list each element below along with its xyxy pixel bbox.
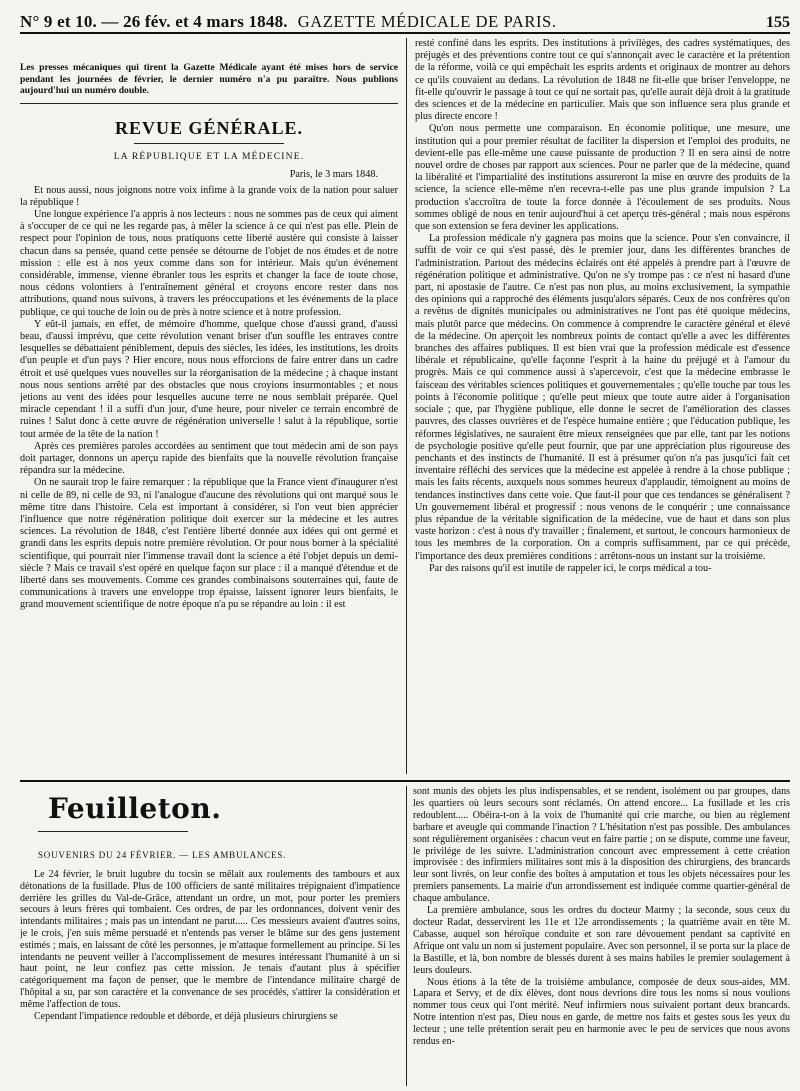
feuilleton-section [20,786,790,1086]
issue-number: N° 9 et 10. — 26 fév. et 4 mars 1848. [20,12,288,31]
paragraph: resté confiné dans les esprits. Des institutions à privilèges, des cadres systématiques, des préjugés et des préventions contre tout ce qui s'annonçait avec le caractère et la prétention de la réforme, voilà ce qui empêchait les esprits ardents et originaux de montrer au dehors ce qu'ils couvaient au dedans. La révolution de 1848 ne fit-elle que briser l'enveloppe, ne fit-elle qu'ouvrir le passage à tout ce qui ne sortait pas, qu'elle aurait déjà droit à la gratitude des sciences et de la médecine en particulier. Mais que son influence sera plus grande et plus directe encore ! [415,38,790,123]
paragraph: Y eût-il jamais, en effet, de mémoire d'homme, quelque chose d'aussi grand, d'aussi beau, d'aussi imprévu, que cette révolution venant briser d'un souffle les entraves contre lesquelles se débattaient péniblement, depuis des siècles, les idées, les institutions, les droits d'un peuple et d'un pays ? Hier encore, nous nous efforcions de faire entrer dans un cadre étroit et usé quelques vues nouvelles sur la réorganisation de la médecine ; à chaque instant nous nous sentions arrêté par des obstacles que nous croyions insurmontables ; et nous jetions au vent des idées pour lesquelles aucune terre ne nous semblait préparée. Quel miracle cependant ! il a suffi d'un jour, d'une heure, pour niveler ce terrain encombré de ruines ! Salut donc à cette œuvre de régénération universelle ! salut à la république, sortie tout armée de la tête de la nation ! [20,318,398,440]
page-header [20,6,790,34]
paragraph: Cependant l'impatience redouble et déborde, et déjà plusieurs chirurgiens se [34,1010,338,1022]
article-subtitle: LA RÉPUBLIQUE ET LA MÉDECINE. [113,151,305,162]
paragraph: On ne saurait trop le faire remarquer : la république que la France vient d'inaugurer n'est ni celle de 89, ni celle de 93, ni l'analogue d'aucune des révolutions qui ont marqué sous le même titre dans l'histoire. Cela est important à considérer, si l'on veut bien apprécier l'influence que notre régénération politique doit exercer sur la médecine et les autres sciences. La révolution de 1848, c'est l'entière liberté donnée aux idées qui ont germé et grandi dans les esprits depuis notre première révolution. Or pour nous borner à la spécialité scientifique, qui pourrait nier l'immense travail dont la science a été l'objet depuis un demi-siècle ? Mais ce travail s'est opéré en quelque façon sur place : il a manqué d'étendue et de liberté dans ses mouvements. Comme ces grandes combinaisons souterraines qui, faute de communications à travers une enveloppe trop épaisse, laissent ignorer leurs bienfaits, le grand mouvement scientifique de notre époque n'a pu se répandre au loin : il est [20,477,398,611]
section-title: REVUE GÉNÉRALE. [114,117,304,138]
feuilleton-left-column [20,786,400,1086]
paragraph: La première ambulance, sous les ordres du docteur Marmy ; la seconde, sous ceux du docteur Radat, desservirent les 11e et 12e arrondissements ; la quatrième avait en tête M. Cabasse, auquel son héroïque conduite et son rare dévouement pendant sa captivité en Afrique ont valu un nom si justement populaire. Avec son personnel, il se porta sur la place de la Bastille, et là, bon nombre de blessés durent à ses mains habiles le premier soulagement à leurs douleurs. [413,905,790,976]
paragraph: Nous étions à la tête de la troisième ambulance, composée de deux sous-aides, MM. Lapara et Servy, et de dix élèves, dont nous devrions dire tous les noms si nous voulions nommer tous ceux qui l'ont mérité. Neuf infirmiers nous suivaient portant deux brancards. Notre intention n'est pas, Dieu nous en garde, de mettre nos faits et gestes sous les yeux du lecteur ; une telle prétention serait peu en harmonie avec le peu de services que nous avons rendus en- [413,976,790,1048]
feuilleton-title: Feuilleton. [48,792,222,825]
paragraph: Qu'on nous permette une comparaison. En économie politique, une mesure, une institution qui a pour premier résultat de faciliter la dispersion et l'emploi des produits, ne devient-elle pas elle-même une cause puissante de production ? Il en sera ainsi de notre nouvel ordre de choses par rapport aux sciences. Pour ne parler que de la médecine, quand la libéralité et l'impartialité des institutions assureront la mise en œuvre des produits de la science, la science elle-même n'en recevra-t-elle pas une plus grande impulsion ? La production s'accroîtra de toute la force donnée à l'écoulement de ses produits. Nous sommes obligé de nous en tenir aujourd'hui à cet aperçu très-général ; mais nous espérons que son extension se fera deviner les applications. [415,123,790,233]
paragraph: sont munis des objets les plus indispensables, et se rendent, isolément ou par groupes, dans les quartiers où leurs secours sont réclamés. On attend encore... La fusillade et les cris redoublent..... Obéira-t-on à la voix de l'humanité qui crie marche, ou bien au règlement barbare et aveugle qui commande l'inaction ? L'hésitation n'est pas possible. Des ambulances sont régulièrement organisées : chacun veut en faire partie ; on se dispute, comme une faveur, le privilége de les suivre. L'administration concourt avec empressement à cette création improvisée : des infirmiers militaires sont mis à la disposition des chirurgiens, des brancards leur sont livrés, on leur confie des boîtes à amputation et tous les objets nécessaires pour les premiers pansements. La mairie d'un arrondissement est indiquée comme quartier-général de chaque ambulance. [413,786,790,905]
column-divider [406,38,407,774]
publication-notice: Les presses mécaniques qui tirent la Gazette Médicale ayant été mises hors de service pendant les journées de février, le dernier numéro n'a pu paraître. Nous publions aujourd'hui un numéro double. [20,62,398,96]
paragraph: Une longue expérience l'a appris à nos lecteurs : nous ne sommes pas de ceux qui aiment à s'occuper de ce qui ne les regarde pas, à mêler la science à ce qui n'est pas elle. Plein de respect pour l'opinion de tous, nous pratiquons cette liberté austère qui consiste à laisser chacun dans sa pensée, quand cette pensée se détourne de l'objet de nos études et de notre mission : elle est à nos yeux comme dans son for intérieur. Mais qu'un événement considérable, immense, vienne ébranler tous les esprits et changer la face de toute chose, nous cédons volontiers à l'entraînement général et croyons encore rester dans nos attributions, quand nous suivons, à travers les préoccupations et les événements de la place publique, ce qui touche de loin ou de près à notre science et à notre profession. [20,208,398,318]
dateline: Paris, le 3 mars 1848. [289,168,378,180]
feuilleton-divider [20,780,790,782]
feuilleton-subtitle: SOUVENIRS DU 24 FÉVRIER. — LES AMBULANCES. [38,850,287,860]
right-column [415,38,790,774]
column-divider [406,786,407,1086]
paragraph: Par des raisons qu'il est inutile de rappeler ici, le corps médical a tou- [429,562,712,574]
journal-title: GAZETTE MÉDICALE DE PARIS. [297,12,557,31]
paragraph: Le 24 février, le bruit lugubre du tocsin se mêlait aux roulements des tambours et aux détonations de la fusillade. Plus de 100 officiers de santé militaires trépignaient d'impatience derrière les grilles du Val-de-Grâce, attendant un ordre, un mot, pour porter les premiers secours à leurs frères qui tombaient. Ces ordres, de par les ordonnances, doivent venir des intendants militaires ; mais pas un intendant ne parut..... Ces messieurs avaient d'autres soins, je le crois, j'en suis même persuadé et n'entends pas verser le blâme sur des gens justement estimés ; mais, en laissant de côté les personnes, je m'attaque formellement au principe. Si les intendants ne peuvent veiller à l'accomplissement de mesures intéressant l'humanité à un si haut point, ne leur confiez pas cette mission. Je tenais d'autant plus à spécifier catégoriquement ma façon de penser, que le membre de l'intendance militaire chargé de l'hôpital a su, par son caractère et la convenance de ses procédés, s'attirer la considération et même l'affection de tous. [20,869,400,1010]
feuilleton-right-column [413,786,790,1086]
paragraph: Et nous aussi, nous joignons notre voix infime à la grande voix de la nation pour saluer la république ! [20,184,398,208]
feuilleton-underline [38,831,188,832]
main-article [20,38,790,774]
paragraph: La profession médicale n'y gagnera pas moins que la science. Pour s'en convaincre, il suffit de voir ce qui s'est passé, dès le premier jour, dans les différentes branches de l'administration. Partout des médecins éclairés ont été appelés à prendre part à l'œuvre de régénération politique et administrative. Qu'on ne s'y trompe pas : ce n'est ni hasard d'une part, ni apostasie de l'autre. Ce n'est pas non plus, au moins exclusivement, la sympathie des opinions qui a rapproché des éléments jusqu'alors séparés. Ceux de nos confrères qu'on a revêtus de dignités municipales ou administratives ne l'ont pas été quoique médecins, mais plutôt parce que médecins. On commence à comprendre le caractère général et élevé de la médecine. On aperçoit les nombreux points de contact qu'elle a avec les différentes branches des affaires publiques. Il est bien vrai que la profession médicale est d'essence libérale et républicaine, qu'elle façonne l'esprit à la haine du préjugé et à l'amour du progrès. Mais ce qui commence aussi à s'apercevoir, c'est que la médecine embrasse le faisceau des véritables sciences politiques et gouvernementales ; qu'elle touche par tous les points à l'économie politique ; qu'elle peut mieux que toute autre aider à l'organisation sociale ; que, par l'hygiène publique, elle donne le secret de l'amélioration des classes pauvres, des classes ouvrières et de l'espèce humaine entière ; que l'éducation publique, les réformes législatives, ne sauraient être mieux renseignées que par elle, tant par les notions de psychologie positive qu'elle peut fournir, que par une appréciation plus rigoureuse des penchants et des instincts de l'humanité. Il est à présumer qu'on n'a pas jusqu'ici fait cet inventaire réfléchi des services que la médecine est appelée à rendre à la chose publique ; mais les faits récents, auxquels nous sommes heureux d'applaudir, témoignent au moins de tendances instinctives dans cette voie. Que faut-il pour que ces tendances se généralisent ? Un gouvernement libéral et progressif : nous venons de le conquérir ; une connaissance plus répandue de la véritable signification de la médecine, vue de haut et dans son plus vaste horizon : c'est à nous d'y travailler ; finalement, et surtout, le concours harmonieux de tous les membres de la corporation. On a compris suffisamment, par ce qui précède, l'importance des deux premières conditions : arrêtons-nous un instant sur la troisième. [415,233,790,562]
paragraph: Après ces premières paroles accordées au sentiment que tout médecin ami de son pays doit partager, donnons un aperçu rapide des bienfaits que la nouvelle révolution française répandra sur la médecine. [20,440,398,477]
left-column [20,38,398,774]
title-underline [134,143,284,144]
notice-divider [20,103,398,104]
page-number: 155 [766,14,790,31]
